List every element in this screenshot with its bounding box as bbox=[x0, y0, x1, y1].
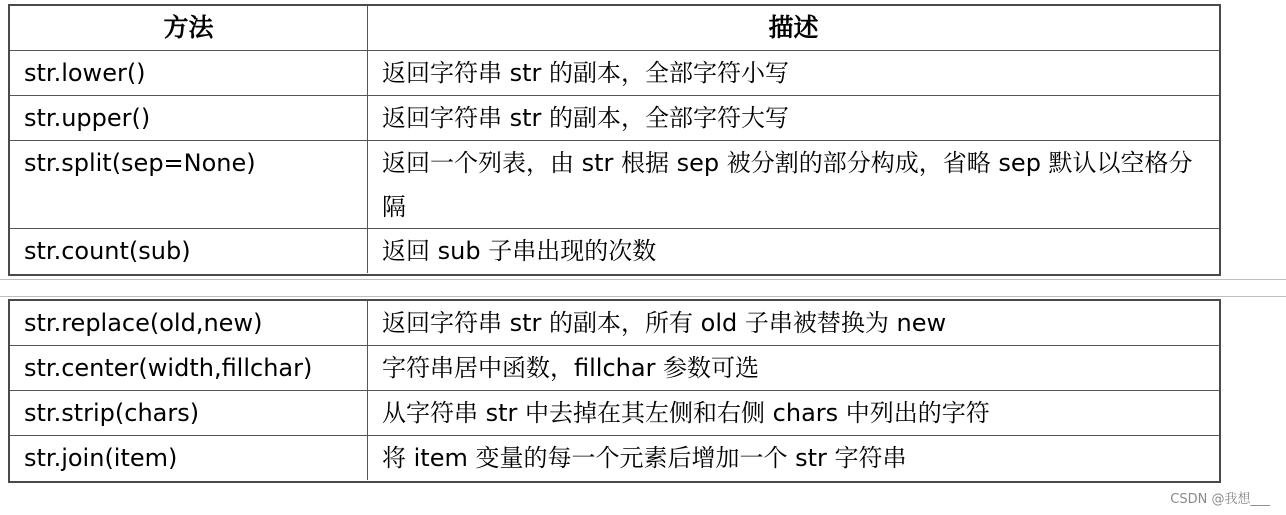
table-row bbox=[10, 346, 1219, 391]
description-cell: 返回字符串 str 的副本，全部字符大写 bbox=[382, 104, 790, 132]
description-cell: 返回字符串 str 的副本，所有 old 子串被替换为 new bbox=[382, 309, 947, 337]
table-row bbox=[10, 141, 1219, 229]
method-cell: str.replace(old,new) bbox=[10, 301, 368, 345]
method-cell: str.upper() bbox=[10, 96, 368, 140]
description-cell: 返回字符串 str 的副本，全部字符小写 bbox=[382, 59, 790, 87]
methods-table-bottom bbox=[8, 299, 1221, 483]
table-row bbox=[10, 391, 1219, 436]
table-row bbox=[10, 96, 1219, 141]
table-header-row bbox=[10, 6, 1219, 51]
table-row bbox=[10, 301, 1219, 346]
methods-table-top bbox=[8, 4, 1221, 276]
description-cell: 将 item 变量的每一个元素后增加一个 str 字符串 bbox=[382, 444, 907, 472]
page-break-line bbox=[0, 279, 1286, 280]
method-cell: str.join(item) bbox=[10, 436, 368, 480]
page-break-line bbox=[0, 296, 1286, 297]
method-cell: str.strip(chars) bbox=[10, 391, 368, 435]
description-cell: 从字符串 str 中去掉在其左侧和右侧 chars 中列出的字符 bbox=[382, 399, 990, 427]
method-cell: str.count(sub) bbox=[10, 229, 368, 273]
watermark: CSDN @我想___ bbox=[1170, 492, 1270, 507]
method-cell: str.lower() bbox=[10, 51, 368, 95]
description-cell: 返回 sub 子串出现的次数 bbox=[382, 237, 657, 265]
table-row bbox=[10, 229, 1219, 273]
table-row bbox=[10, 51, 1219, 96]
header-method: 方法 bbox=[10, 6, 368, 50]
method-cell: str.center(width,fillchar) bbox=[10, 346, 368, 390]
description-cell: 返回一个列表，由 str 根据 sep 被分割的部分构成，省略 sep 默认以空格分隔 bbox=[382, 149, 1193, 221]
header-description: 描述 bbox=[768, 13, 819, 42]
description-cell: 字符串居中函数，fillchar 参数可选 bbox=[382, 354, 760, 382]
method-cell: str.split(sep=None) bbox=[10, 141, 368, 228]
table-row bbox=[10, 436, 1219, 480]
